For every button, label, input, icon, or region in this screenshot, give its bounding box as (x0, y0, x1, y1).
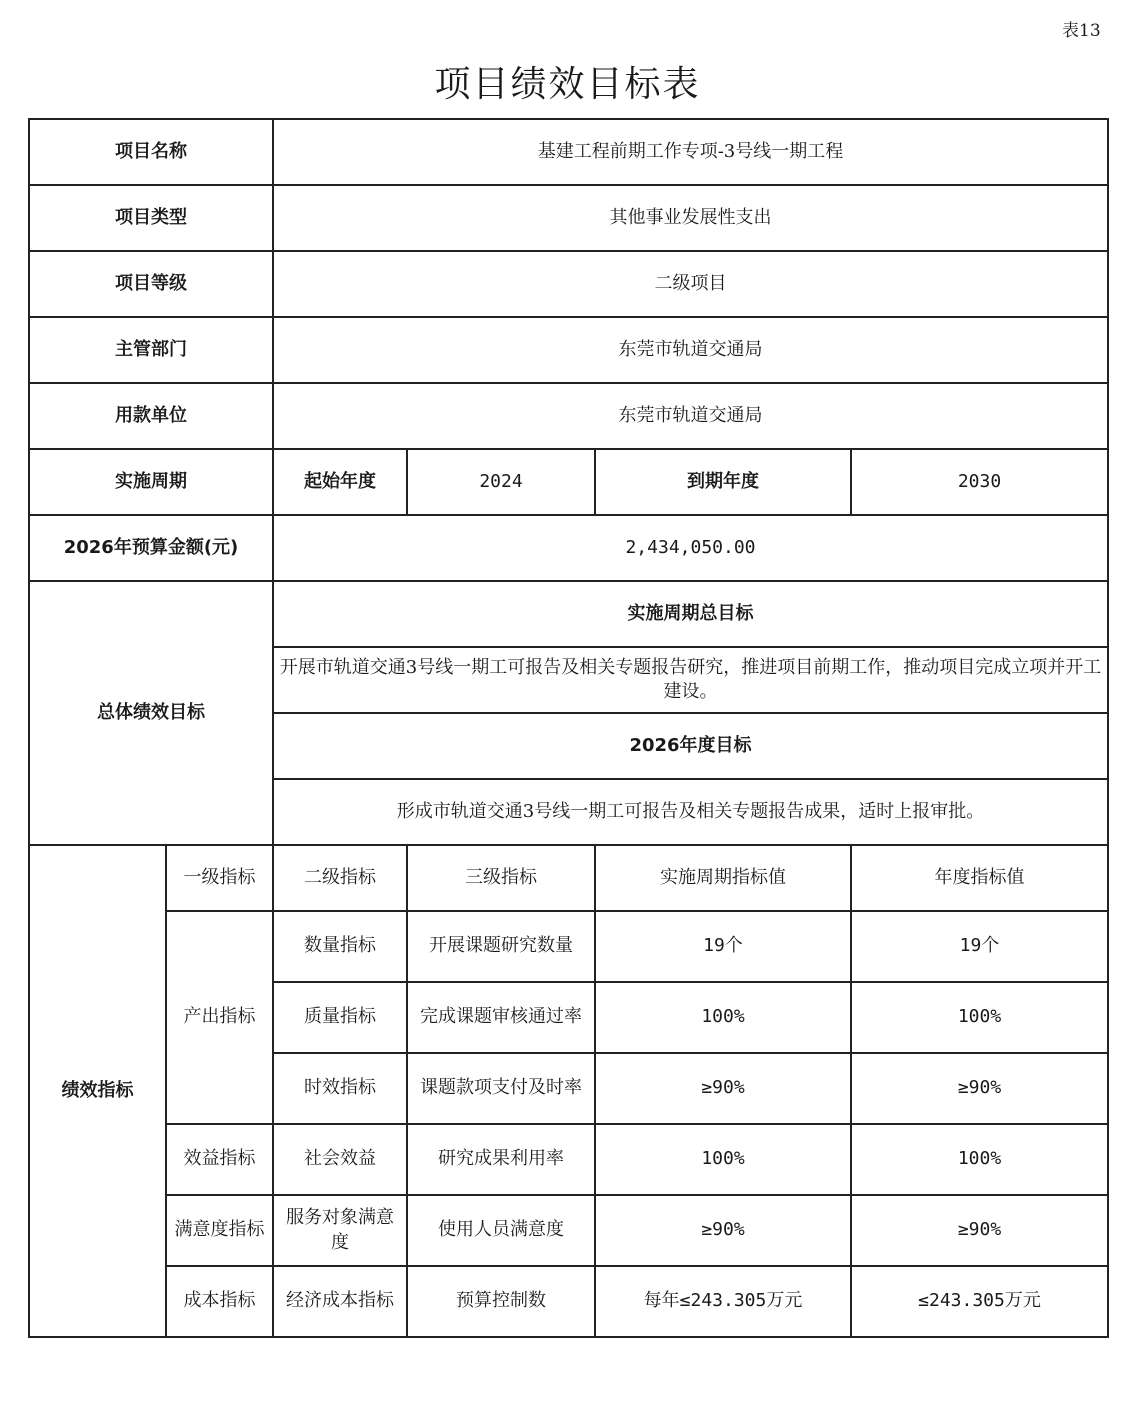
table-row (29, 1195, 1108, 1266)
unit-label: 用款单位 (29, 383, 273, 449)
year-goal-text: 形成市轨道交通3号线一期工可报告及相关专题报告成果，适时上报审批。 (273, 779, 1108, 845)
cell-level2: 质量指标 (273, 982, 407, 1053)
cell-year-value: 19个 (851, 911, 1108, 982)
cell-period-value: ≥90% (595, 1195, 851, 1266)
cell-level3: 研究成果利用率 (407, 1124, 595, 1195)
cell-level3: 完成课题审核通过率 (407, 982, 595, 1053)
start-year-label: 起始年度 (273, 449, 407, 515)
project-level-value: 二级项目 (273, 251, 1108, 317)
cell-level2: 经济成本指标 (273, 1266, 407, 1337)
page-title: 项目绩效目标表 (434, 64, 701, 105)
cell-level3: 预算控制数 (407, 1266, 595, 1337)
project-type-label: 项目类型 (29, 185, 273, 251)
header-level3: 三级指标 (407, 845, 595, 911)
unit-value: 东莞市轨道交通局 (273, 383, 1108, 449)
project-name-value: 基建工程前期工作专项-3号线一期工程 (273, 119, 1108, 185)
project-name-label: 项目名称 (29, 119, 273, 185)
header-year-value: 年度指标值 (851, 845, 1108, 911)
overall-goal-label: 总体绩效目标 (29, 581, 273, 845)
table-number: 表13 (1062, 21, 1101, 41)
cell-year-value: ≤243.305万元 (851, 1266, 1108, 1337)
end-year-label: 到期年度 (595, 449, 851, 515)
period-goal-text: 开展市轨道交通3号线一期工可报告及相关专题报告研究，推进项目前期工作，推动项目完成立项并开工建设。 (273, 647, 1108, 713)
table-row (29, 1266, 1108, 1337)
cell-period-value: 100% (595, 1124, 851, 1195)
row-goal-period-header (29, 581, 1108, 647)
period-label: 实施周期 (29, 449, 273, 515)
cell-year-value: 100% (851, 982, 1108, 1053)
budget-label: 2026年预算金额(元) (29, 515, 273, 581)
cell-period-value: 100% (595, 982, 851, 1053)
project-type-value: 其他事业发展性支出 (273, 185, 1108, 251)
cell-level2: 时效指标 (273, 1053, 407, 1124)
row-period (29, 449, 1108, 515)
row-project-name (29, 119, 1108, 185)
row-indicator-header (29, 845, 1108, 911)
header-level2: 二级指标 (273, 845, 407, 911)
period-goal-header: 实施周期总目标 (273, 581, 1108, 647)
row-dept (29, 317, 1108, 383)
cell-level3: 课题款项支付及时率 (407, 1053, 595, 1124)
table-row (29, 1124, 1108, 1195)
row-unit (29, 383, 1108, 449)
group-satisfaction: 满意度指标 (166, 1195, 273, 1266)
year-goal-header: 2026年度目标 (273, 713, 1108, 779)
indicator-label: 绩效指标 (29, 845, 166, 1337)
cell-level2: 社会效益 (273, 1124, 407, 1195)
budget-value: 2,434,050.00 (273, 515, 1108, 581)
row-budget (29, 515, 1108, 581)
cell-year-value: ≥90% (851, 1053, 1108, 1124)
dept-value: 东莞市轨道交通局 (273, 317, 1108, 383)
cell-level3: 开展课题研究数量 (407, 911, 595, 982)
group-output: 产出指标 (166, 911, 273, 1124)
row-project-level (29, 251, 1108, 317)
header-period-value: 实施周期指标值 (595, 845, 851, 911)
group-benefit: 效益指标 (166, 1124, 273, 1195)
cell-year-value: 100% (851, 1124, 1108, 1195)
cell-period-value: 19个 (595, 911, 851, 982)
header-level1: 一级指标 (166, 845, 273, 911)
cell-level2: 服务对象满意度 (273, 1195, 407, 1266)
end-year-value: 2030 (851, 449, 1108, 515)
cell-level2: 数量指标 (273, 911, 407, 982)
row-project-type (29, 185, 1108, 251)
cell-period-value: 每年≤243.305万元 (595, 1266, 851, 1337)
table-row (29, 911, 1108, 982)
cell-level3: 使用人员满意度 (407, 1195, 595, 1266)
start-year-value: 2024 (407, 449, 595, 515)
performance-table (28, 118, 1109, 1338)
dept-label: 主管部门 (29, 317, 273, 383)
group-cost: 成本指标 (166, 1266, 273, 1337)
cell-period-value: ≥90% (595, 1053, 851, 1124)
cell-year-value: ≥90% (851, 1195, 1108, 1266)
project-level-label: 项目等级 (29, 251, 273, 317)
